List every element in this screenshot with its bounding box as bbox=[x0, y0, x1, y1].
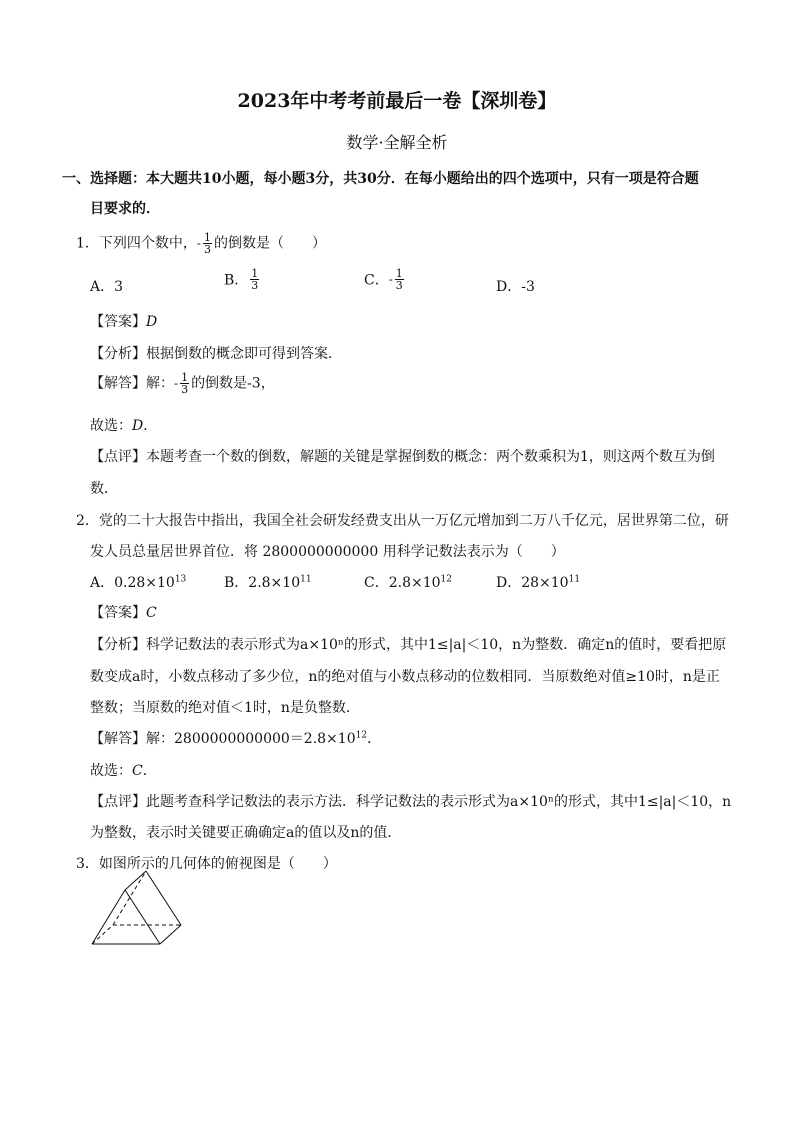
q2-solution: 【解答】解：$2800000000000=2.8\times 10^{12}$． bbox=[90, 730, 382, 747]
q2-choice: 故选：C． bbox=[90, 763, 157, 779]
q2-option-d: D．$28\times 10^{11}$ bbox=[496, 574, 581, 591]
q2-comment-cont: 为整数，表示时关键要正确确定a的值以及n的值． bbox=[90, 825, 402, 841]
q1-stem-fraction: $\frac{1}{3}$ bbox=[203, 231, 211, 256]
triangular-prism-figure bbox=[84, 862, 194, 952]
q2-stem-cont: 发人员总量居世界首位．将 2800000000000 用科学记数法表示为（ ） bbox=[90, 544, 565, 560]
q2-analysis: 【分析】科学记数法的表示形式为a×10ⁿ的形式，其中1≤|a|＜10，n为整数．确定n的值时，要看把原 bbox=[90, 637, 727, 653]
q1-option-c: C．- $\frac{1}{3}$ bbox=[364, 267, 403, 292]
page-title: 2023年中考考前最后一卷【深圳卷】 bbox=[237, 90, 557, 112]
q1-solution: 【解答】解：- $\frac{1}{3}$ 的倒数是-3， bbox=[90, 371, 275, 396]
q2-analysis-cont1: 数变成a时，小数点移动了多少位，n的绝对值与小数点移动的位数相同．当原数绝对值≥10时，n是正 bbox=[90, 669, 720, 685]
q2-option-a: A．$0.28\times 10^{13}$ bbox=[90, 574, 187, 591]
section-heading: 一、选择题：本大题共10小题，每小题3分，共30分．在每小题给出的四个选项中，只有一项是符合题 bbox=[62, 171, 699, 187]
q2-comment: 【点评】此题考查科学记数法的表示方法．科学记数法的表示形式为a×10ⁿ的形式，其中1≤|a|＜10，n bbox=[90, 794, 732, 810]
page-subtitle: 数学·全解全析 bbox=[346, 133, 448, 152]
q2-option-c: C．$2.8\times 10^{12}$ bbox=[364, 574, 452, 591]
q2-stem: 2．党的二十大报告中指出，我国全社会研发经费支出从一万亿元增加到二万八千亿元，居世界第二位，研 bbox=[76, 513, 729, 529]
q1-answer: 【答案】D bbox=[90, 314, 158, 330]
q2-option-b: B．$2.8\times 10^{11}$ bbox=[224, 574, 312, 591]
q1-choice: 故选：D． bbox=[90, 418, 158, 434]
section-heading-cont: 目要求的． bbox=[90, 201, 160, 217]
q1-analysis: 【分析】根据倒数的概念即可得到答案． bbox=[90, 346, 342, 362]
q2-analysis-cont2: 整数；当原数的绝对值＜1时，n是负整数． bbox=[90, 700, 360, 716]
q1-option-a: A．3 bbox=[90, 279, 124, 295]
q1-option-b: B． $\frac{1}{3}$ bbox=[224, 267, 259, 292]
q1-comment-cont: 数． bbox=[90, 481, 118, 497]
q3-stem: 3．如图所示的几何体的俯视图是（ ） bbox=[76, 856, 337, 872]
q2-answer: 【答案】C bbox=[90, 605, 157, 621]
q1-option-d: D．-3 bbox=[496, 279, 535, 295]
q1-stem: 1．下列四个数中，- $\frac{1}{3}$ 的倒数是（ ） bbox=[76, 231, 326, 256]
q1-comment: 【点评】本题考查一个数的倒数，解题的关键是掌握倒数的概念：两个数乘积为1，则这两个数互为倒 bbox=[90, 449, 715, 465]
